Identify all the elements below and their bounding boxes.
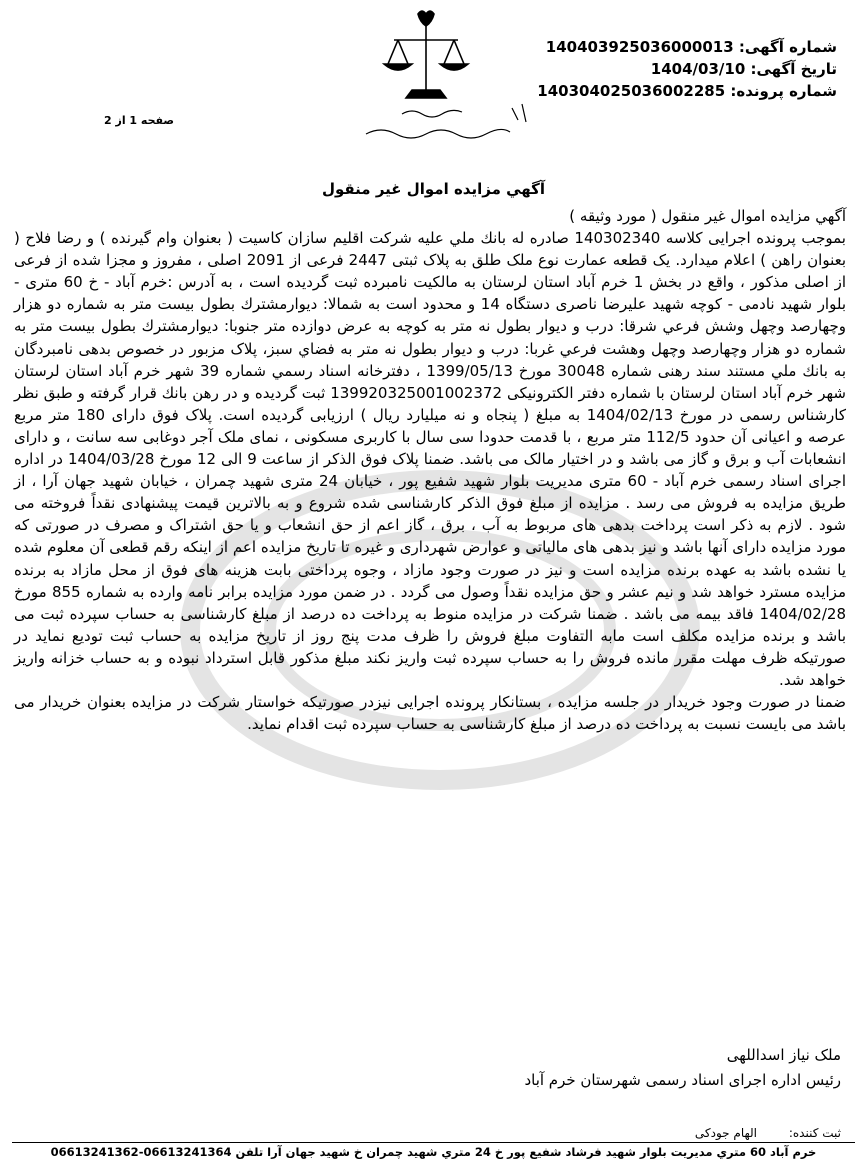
ad-meta xyxy=(537,36,837,102)
file-number-row xyxy=(537,80,837,102)
ad-number: 140403925036000013 xyxy=(545,38,734,56)
ad-number-row xyxy=(537,36,837,58)
ad-date: 1404/03/10 xyxy=(650,60,746,78)
registrar-name: الهام جودکی xyxy=(694,1126,758,1140)
document-title: آگهي مزايده اموال غير منقول xyxy=(321,180,546,198)
file-number-label: شماره پرونده: xyxy=(730,82,837,100)
ad-date-row xyxy=(537,58,837,80)
registrar xyxy=(667,1126,841,1140)
body-paragraph-main: بموجب پرونده اجرایی کلاسه 140302340 صادره له بانك ملي عليه شركت اقليم سازان كاسيت ( بعنوان وام گيرنده ) و رضا فلاح ( بعنوان راهن ) اعلام ميدارد. یک قطعه عمارت نوع ملک طلق به پلاک ثبتی 2447 فرعی از 2091 اصلی ، مفروز و مجزا شده از فرعی از اصلی مذکور ، واقع در بخش 1 خرم آباد استان لرستان به مالکیت نامبرده ثبت گردیده است ، به آدرس :خرم آباد - خ 60 متری - بلوار شهيد نادمی - كوچه شهيد عليرضا ناصری دستگاه 14 و محدود است به شمالا: ديوارمشترك بطول بيست متر به شماره دو هزار وچهارصد وچهل وشش فرعي شرقا: درب و ديوار بطول نه متر به كوچه به عرض دوازده متر جنوبا: ديوارمشترك بطول بيست متر به شماره دو هزار وچهارصد وچهل وهشت فرعي غربا: درب و ديوار بطول نه متر به فضاي سبز، پلاک مزبور در خصوص بدهی نامبردگان به بانك ملي مستند سند رهنی شماره 30048 مورخ 1399/05/13 ، دفترخانه اسناد رسمي شماره 39 شهر خرم آباد استان لرستان شهر خرم آباد استان لرستان با شماره دفتر الکترونیکی 139920325001002372 ثبت گرديده و در رهن بانك قرار گرفته و طبق نظر كارشناس رسمی در مورخ 1404/02/13 به مبلغ ( پنجاه و نه ميليارد ريال ) ارزيابی گرديده است. پلاک فوق دارای 180 متر مربع عرصه و اعيانی آن حدود 112/5 متر مربع ، با قدمت حدودا سی سال با كاربری مسكونی ، نمای ملک آجر دوغابی سه سانت ، و دارای انشعابات آب و برق و گاز می باشد و در اختيار مالک می باشد. ضمنا پلاک فوق الذکر از ساعت 9 الی 12 مورخ 1404/03/28 در اداره اجرای اسناد رسمی خرم آباد - 60 متری مدیریت بلوار شهید شفیع پور ، خیابان 24 متری شهید چمران ، خیابان شهید جهان آرا ، از طريق مزايده به فروش می رسد . مزايده از مبلغ فوق الذکر كارشناسی شده شروع و به بالاترين قيمت پيشنهادی نقداً فروخته می شود . لازم به ذکر است پرداخت بدهی های مربوط به آب ، برق ، گاز اعم از حق انشعاب و يا حق اشتراک و مصرف در صورتی كه مورد مزايده دارای آنها باشد و نيز بدهی های مالياتی و عوارض شهرداری و غيره تا تاريخ مزايده اعم از اينكه رقم قطعی آن معلوم شده يا نشده باشد به عهده برنده مزايده است و نيز در صورت وجود مازاد ، وجوه پرداختی بابت هزينه های فوق از محل مازاد به برنده مزايده مسترد خواهد شد و نيم عشر و حق مزايده نقداً وصول می گردد . در ضمن مورد مزايده برابر نامه وارده به شماره 855 مورخ 1404/02/28 فاقد بیمه می باشد . ضمنا شرکت در مزايده منوط به پرداخت ده درصد از مبلغ کارشناسی به حساب سپرده ثبت می باشد و برنده مزايده مكلف است مابه التفاوت مبلغ فروش را ظرف مدت پنج روز از تاريخ مزايده به حساب ثبت توديع نمايد در صورتیکه ظرف مهلت مقرر مانده فروش را به حساب سپرده ثبت واريز نكند مبلغ مذكور قابل استرداد نبوده و به حساب خزانه واريز خواهد شد. xyxy=(14,229,847,689)
body-heading-line: آگهي مزايده اموال غير منقول ( مورد وثيقه ) xyxy=(569,207,846,225)
document-body xyxy=(14,205,846,735)
judiciary-emblem-logo xyxy=(342,4,542,154)
page-number: صفحه 1 از 2 xyxy=(104,114,175,127)
footer-address: خرم آباد 60 متري مديريت بلوار شهيد فرشاد شفيع پور خ 24 متري شهيد چمران خ شهيد جهان آرا تلفن 06613241364-06613241362 xyxy=(50,1145,817,1159)
ad-date-label: تاریخ آگهی: xyxy=(750,60,837,78)
signatory-name: ملک نياز اسداللهی xyxy=(726,1046,841,1064)
body-paragraph-creditor: ضمنا در صورت وجود خريدار در جلسه مزايده ، بستانكار پرونده اجرايی نيزدر صورتيكه خواستار شركت در مزايده بعنوان خريدار می باشد می بايست نسبت به پرداخت ده درصد از مبلغ كارشناسی به حساب سپرده ثبت اقدام نمايد. xyxy=(14,693,846,734)
file-number: 140304025036002285 xyxy=(537,82,726,100)
ad-number-label: شماره آگهی: xyxy=(738,38,837,56)
registrar-label: ثبت کننده: xyxy=(788,1126,841,1140)
signatory-position: رئيس اداره اجرای اسناد رسمی شهرستان خرم آباد xyxy=(524,1071,841,1089)
footer-divider xyxy=(12,1142,855,1143)
